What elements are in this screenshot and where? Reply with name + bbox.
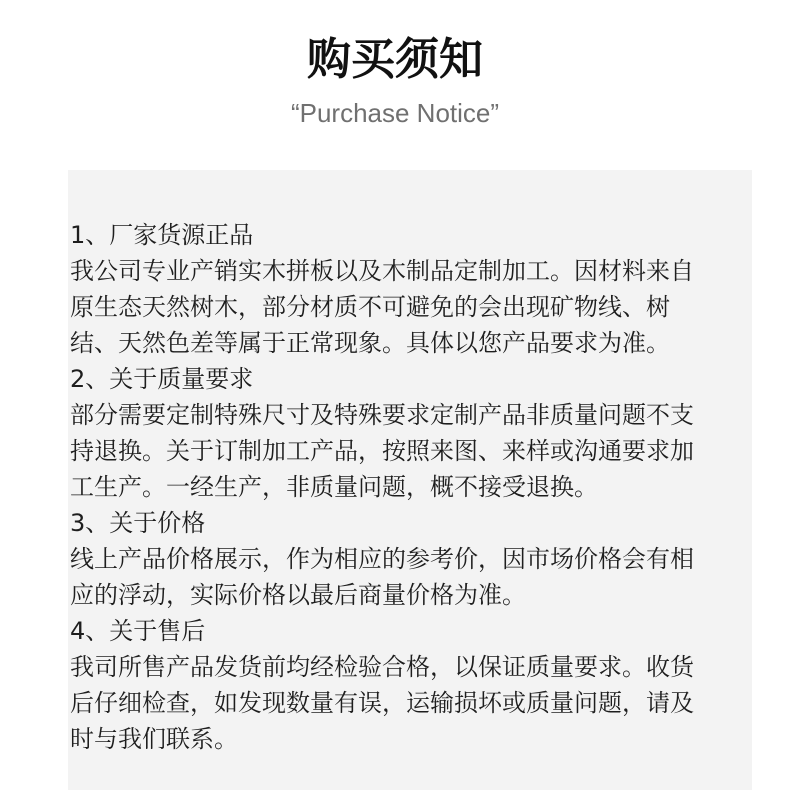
section-text-line: 时与我们联系。 (70, 725, 238, 753)
notice-section-2 (70, 361, 752, 505)
notice-section-1 (70, 217, 752, 361)
section-heading: 2、关于质量要求 (70, 365, 254, 393)
section-heading: 3、关于价格 (70, 509, 206, 537)
section-text-line: 结、天然色差等属于正常现象。具体以您产品要求为准。 (70, 329, 670, 357)
section-text-line: 部分需要定制特殊尺寸及特殊要求定制产品非质量问题不支 (70, 401, 694, 429)
page-title: 购买须知 (307, 34, 483, 85)
section-text-line: 应的浮动，实际价格以最后商量价格为准。 (70, 581, 526, 609)
section-text-line: 我司所售产品发货前均经检验合格，以保证质量要求。收货 (70, 653, 694, 681)
page-subtitle: “Purchase Notice” (290, 98, 500, 128)
section-heading: 4、关于售后 (70, 617, 206, 645)
section-text-line: 后仔细检查，如发现数量有误，运输损坏或质量问题，请及 (70, 689, 694, 717)
section-text-line: 工生产。一经生产，非质量问题，概不接受退换。 (70, 473, 598, 501)
section-text-line: 持退换。关于订制加工产品，按照来图、来样或沟通要求加 (70, 437, 694, 465)
section-heading: 1、厂家货源正品 (70, 221, 254, 249)
notice-section-3 (70, 505, 752, 613)
notice-section-4 (70, 613, 752, 757)
notice-box (68, 170, 752, 790)
section-text-line: 原生态天然树木，部分材质不可避免的会出现矿物线、树 (70, 293, 670, 321)
section-text-line: 我公司专业产销实木拼板以及木制品定制加工。因材料来自 (70, 257, 694, 285)
section-text-line: 线上产品价格展示，作为相应的参考价，因市场价格会有相 (70, 545, 694, 573)
